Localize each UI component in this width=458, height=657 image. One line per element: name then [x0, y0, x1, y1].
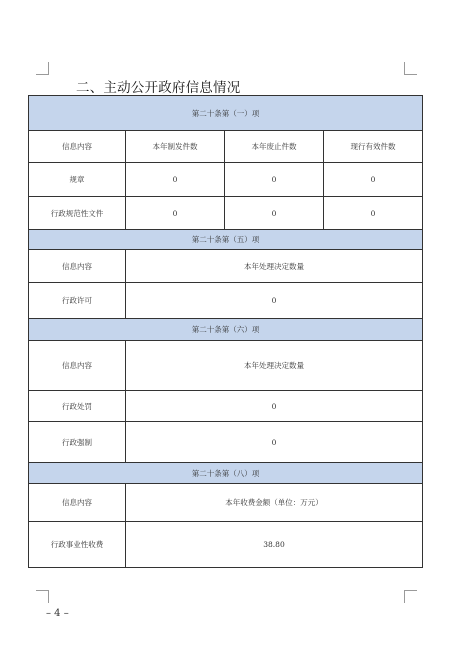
cell-value: 0: [126, 422, 423, 463]
column-header: 本年处理决定数量: [126, 250, 423, 283]
column-header: 信息内容: [29, 131, 126, 163]
cell-value: 0: [225, 197, 324, 230]
cell-value: 0: [126, 391, 423, 422]
disclosure-table: [28, 95, 423, 568]
crop-mark-top-left: [36, 62, 49, 75]
section-title: 二、主动公开政府信息情况: [76, 80, 241, 96]
table-row: [29, 391, 423, 422]
table-row: [29, 250, 423, 283]
table-row: [29, 283, 423, 319]
cell-value: 0: [324, 163, 423, 197]
cell-value: 0: [324, 197, 423, 230]
table-row: [29, 197, 423, 230]
column-header: 本年废止件数: [225, 131, 324, 163]
crop-mark-bottom-left: [36, 590, 49, 603]
row-label: 行政许可: [29, 283, 126, 319]
cell-value: 0: [126, 283, 423, 319]
column-header: 本年制发件数: [126, 131, 225, 163]
column-header: 信息内容: [29, 341, 126, 391]
table-header-row: [29, 463, 423, 484]
table-header-row: [29, 319, 423, 341]
row-label: 行政处罚: [29, 391, 126, 422]
row-label: 行政规范性文件: [29, 197, 126, 230]
column-header: 信息内容: [29, 250, 126, 283]
table-row: [29, 341, 423, 391]
block-header: 第二十条第（五）项: [29, 230, 423, 250]
cell-value: 0: [126, 197, 225, 230]
column-header: 信息内容: [29, 484, 126, 522]
cell-value: 38.80: [126, 522, 423, 568]
column-header: 本年收费金额（单位：万元）: [126, 484, 423, 522]
column-header: 本年处理决定数量: [126, 341, 423, 391]
table-row: [29, 131, 423, 163]
cell-value: 0: [126, 163, 225, 197]
table-row: [29, 422, 423, 463]
row-label: 行政强制: [29, 422, 126, 463]
table-row: [29, 522, 423, 568]
crop-mark-top-right: [404, 62, 417, 75]
row-label: 行政事业性收费: [29, 522, 126, 568]
column-header: 现行有效件数: [324, 131, 423, 163]
table-header-row: [29, 230, 423, 250]
block-header: 第二十条第（六）项: [29, 319, 423, 341]
crop-mark-bottom-right: [404, 590, 417, 603]
table-header-row: [29, 96, 423, 131]
row-label: 规章: [29, 163, 126, 197]
table-row: [29, 163, 423, 197]
block-header: 第二十条第（八）项: [29, 463, 423, 484]
page-number: – 4 –: [46, 608, 69, 619]
block-header: 第二十条第（一）项: [29, 96, 423, 131]
table-row: [29, 484, 423, 522]
cell-value: 0: [225, 163, 324, 197]
